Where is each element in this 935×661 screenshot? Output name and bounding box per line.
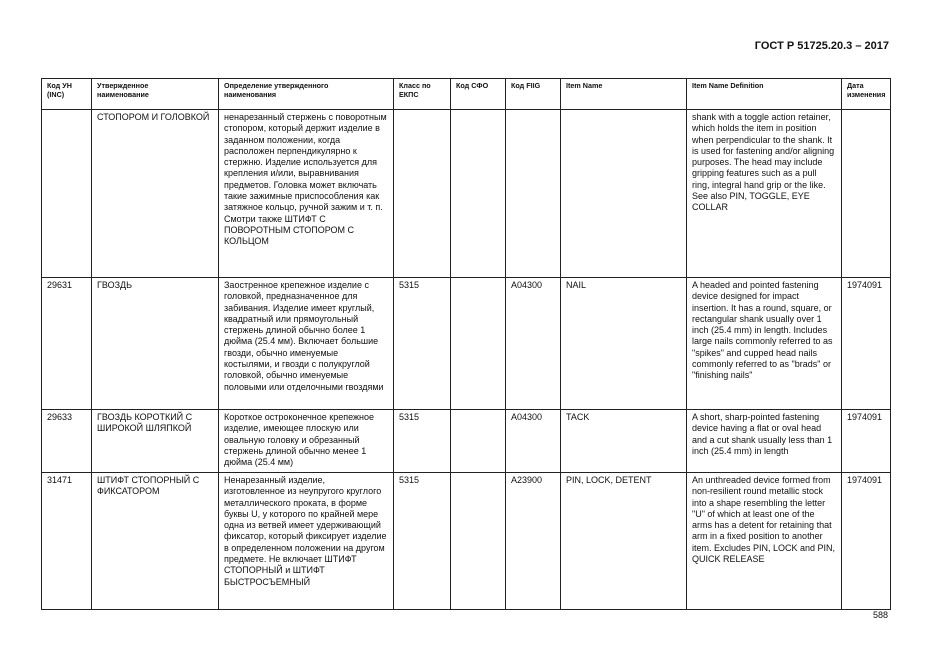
table-header-row <box>42 79 891 110</box>
cell-fiig: A04300 <box>506 410 561 473</box>
cell-item-definition: An unthreaded device formed from non-resilient round metallic stock into a shape resembling the letter "U" of which at least one of the arms has a detent for retaining that arm in a fixed position to another item. Excludes PIN, LOCK and PIN, QUICK RELEASE <box>687 473 842 610</box>
cell-inc <box>42 110 92 278</box>
document-code: ГОСТ Р 51725.20.3 – 2017 <box>754 40 889 52</box>
cell-name: ШТИФТ СТОПОРНЫЙ С ФИКСАТОРОМ <box>92 473 219 610</box>
col-header-sfo: Код СФО <box>451 79 506 110</box>
cell-definition: Заостренное крепежное изделие с головкой, предназначенное для забивания. Изделие имеет круглый, квадратный или прямоугольный стержень длиной обычно более 1 дюйма (25.4 мм). Включает большие гвозди, обычно именуемые костылями, и гвозди с полукруглой головкой, обычно именуемые половыми или отделочными гвоздями <box>219 278 394 410</box>
cell-item-definition: shank with a toggle action retainer, which holds the item in position when perpendicular to the shank. It is used for fastening and/or aligning purposes. The head may include gripping features such as a pull ring, integral hand grip or the like. See also PIN, TOGGLE, EYE COLLAR <box>687 110 842 278</box>
page-number: 588 <box>872 610 888 620</box>
col-header-fiig: Код FIIG <box>506 79 561 110</box>
col-header-approved-name: Утвержденное наименование <box>92 79 219 110</box>
table-row <box>42 110 891 278</box>
cell-sfo <box>451 473 506 610</box>
col-header-definition: Определение утвержденного наименования <box>219 79 394 110</box>
cell-inc: 29633 <box>42 410 92 473</box>
nomenclature-table <box>41 78 891 610</box>
cell-item-name: NAIL <box>561 278 687 410</box>
table-row <box>42 410 891 473</box>
cell-name: СТОПОРОМ И ГОЛОВКОЙ <box>92 110 219 278</box>
table-row <box>42 278 891 410</box>
cell-sfo <box>451 110 506 278</box>
cell-class: 5315 <box>394 410 451 473</box>
cell-item-definition: A headed and pointed fastening device designed for impact insertion. It has a round, square, or rectangular shank usually over 1 inch (25.4 mm) in length. Includes large nails commonly referred to as "spikes" and cupped head nails commonly referred to as "brads" or "finishing nails" <box>687 278 842 410</box>
cell-class: 5315 <box>394 278 451 410</box>
table-row <box>42 473 891 610</box>
cell-name: ГВОЗДЬ КОРОТКИЙ С ШИРОКОЙ ШЛЯПКОЙ <box>92 410 219 473</box>
col-header-class: Класс по ЕКПС <box>394 79 451 110</box>
cell-fiig <box>506 110 561 278</box>
cell-fiig: A04300 <box>506 278 561 410</box>
cell-date: 1974091 <box>842 278 891 410</box>
col-header-item-definition: Item Name Definition <box>687 79 842 110</box>
col-header-inc: Код УН (INC) <box>42 79 92 110</box>
cell-definition: Ненарезанный изделие, изготовленное из неупругого круглого металлического проката, в форме буквы U, у которого по крайней мере одна из ветвей имеет удерживающий фиксатор, который фиксирует изделие в определенном положении на другом предмете. Не включает ШТИФТ СТОПОРНЫЙ и ШТИФТ БЫСТРОСЪЕМНЫЙ <box>219 473 394 610</box>
col-header-item-name: Item Name <box>561 79 687 110</box>
cell-item-name: TACK <box>561 410 687 473</box>
cell-item-definition: A short, sharp-pointed fastening device having a flat or oval head and a cut shank usually less than 1 inch (25.4 mm) in length <box>687 410 842 473</box>
cell-item-name <box>561 110 687 278</box>
cell-date: 1974091 <box>842 410 891 473</box>
cell-item-name: PIN, LOCK, DETENT <box>561 473 687 610</box>
cell-date: 1974091 <box>842 473 891 610</box>
cell-name: ГВОЗДЬ <box>92 278 219 410</box>
cell-date <box>842 110 891 278</box>
cell-sfo <box>451 278 506 410</box>
cell-inc: 31471 <box>42 473 92 610</box>
cell-class <box>394 110 451 278</box>
cell-sfo <box>451 410 506 473</box>
cell-class: 5315 <box>394 473 451 610</box>
cell-definition: ненарезанный стержень с поворотным стопором, который держит изделие в заданном положении, когда расположен перпендикулярно к стержню. Изделие используется для крепления и/или, выравнивания предметов. Головка может включать такие зажимные приспособления как затяжное кольцо, ручной зажим и т. п. Смотри также ШТИФТ С ПОВОРОТНЫМ СТОПОРОМ С КОЛЬЦОМ <box>219 110 394 278</box>
col-header-date: Дата изменения <box>842 79 891 110</box>
cell-definition: Короткое остроконечное крепежное изделие, имеющее плоскую или овальную головку и обрезанный стержень длиной обычно менее 1 дюйма (25.4 мм) <box>219 410 394 473</box>
cell-inc: 29631 <box>42 278 92 410</box>
cell-fiig: A23900 <box>506 473 561 610</box>
